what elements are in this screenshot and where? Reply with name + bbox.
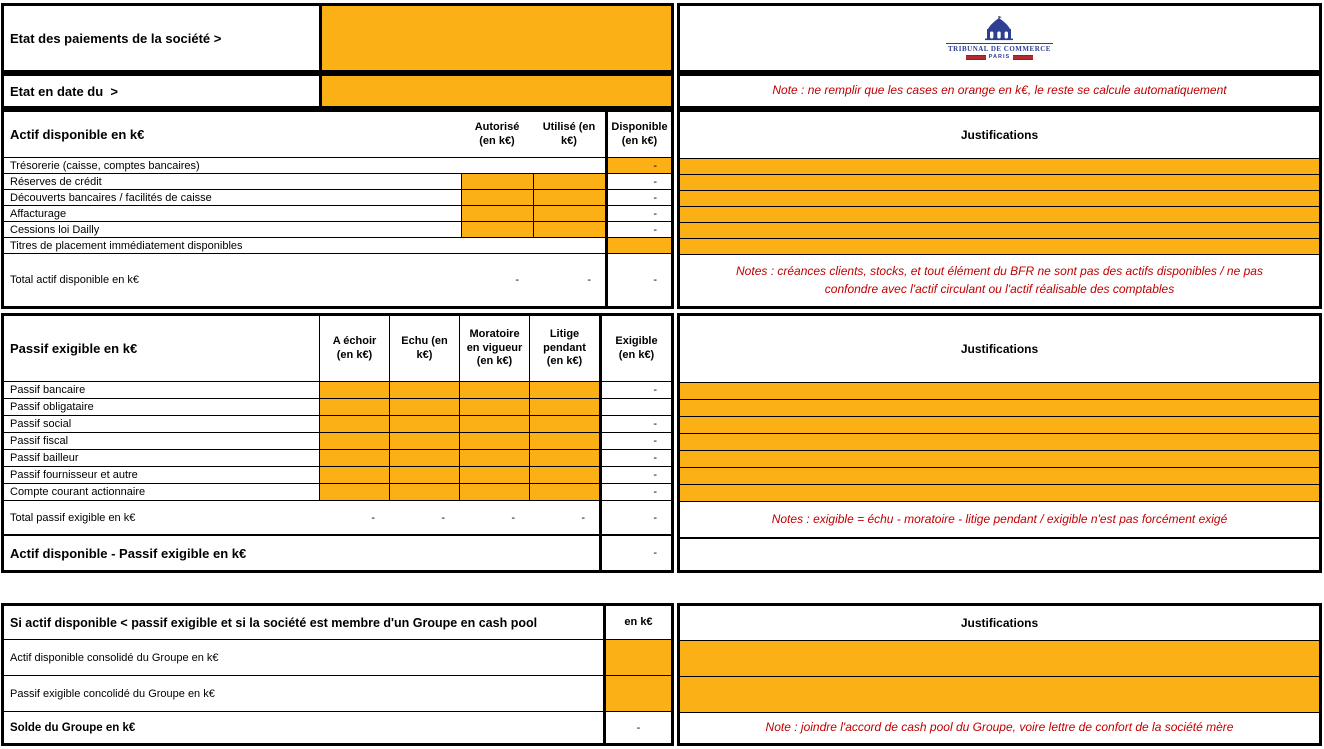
echu-input-cell[interactable] <box>389 399 459 415</box>
logo-panel <box>677 3 1322 73</box>
autorise-input-cell[interactable] <box>461 174 533 189</box>
tribunal-de-commerce-logo <box>946 16 1053 61</box>
company-name-input[interactable] <box>319 6 671 70</box>
row-label: Passif fournisseur et autre <box>10 469 138 481</box>
passif-title: Passif exigible en k€ <box>10 341 138 356</box>
total-label: Total passif exigible en k€ <box>10 511 136 524</box>
total-autorise: - <box>515 274 519 286</box>
total-a-echoir: - <box>371 511 375 524</box>
logo-red-bar-right <box>1013 55 1033 60</box>
exigible-cell: - <box>599 433 671 449</box>
row-label: Passif social <box>10 418 72 430</box>
actif-minus-passif-value: - <box>599 536 671 570</box>
passif-row-bancaire <box>4 382 671 399</box>
actif-minus-passif-label: Actif disponible - Passif exigible en k€ <box>10 545 247 561</box>
group-row-solde <box>4 712 671 743</box>
justification-input-cell[interactable] <box>680 468 1319 485</box>
logo-subtitle-row <box>966 55 1033 61</box>
passif-row-fournisseur <box>4 467 671 484</box>
moratoire-input-cell[interactable] <box>459 382 529 398</box>
group-value-input-cell[interactable] <box>603 676 671 711</box>
justification-input-cell[interactable] <box>680 383 1319 400</box>
col-litige: Litige pendant (en k€) <box>529 316 599 381</box>
a-echoir-input-cell[interactable] <box>319 382 389 398</box>
row-label: Affacturage <box>10 207 67 220</box>
passif-header-row <box>4 316 671 382</box>
logo-title: TRIBUNAL DE COMMERCE <box>948 44 1051 53</box>
passif-row-obligataire <box>4 399 671 416</box>
group-title: Si actif disponible < passif exigible et si la société est membre d'un Groupe en cash pool <box>10 615 538 630</box>
moratoire-input-cell[interactable] <box>459 433 529 449</box>
justification-input-cell[interactable] <box>680 175 1319 191</box>
logo-subtitle: PARIS <box>988 53 1011 60</box>
col-utilise: Utilisé (en k€) <box>542 120 596 147</box>
row-label: Passif exigible concolidé du Groupe en k€ <box>10 687 215 700</box>
actif-row-affacturage <box>4 206 671 222</box>
exigible-cell <box>599 399 671 415</box>
total-moratoire: - <box>511 511 515 524</box>
row-label: Cessions loi Dailly <box>10 223 100 236</box>
actif-row-tresorerie <box>4 158 671 174</box>
row-label: Passif fiscal <box>10 435 69 447</box>
utilise-input-cell[interactable] <box>533 174 605 189</box>
courthouse-dome-icon <box>982 16 1016 41</box>
total-echu: - <box>441 511 445 524</box>
moratoire-input-cell[interactable] <box>459 450 529 466</box>
moratoire-input-cell[interactable] <box>459 399 529 415</box>
passif-notes: Notes : exigible = échu - moratoire - litige pendant / exigible n'est pas forcément exigé <box>680 502 1319 539</box>
echu-input-cell[interactable] <box>389 382 459 398</box>
row-label: Passif bailleur <box>10 452 79 464</box>
a-echoir-input-cell[interactable] <box>319 399 389 415</box>
echu-input-cell[interactable] <box>389 484 459 500</box>
date-input[interactable] <box>319 76 671 106</box>
justifications-header: Justifications <box>680 112 1319 159</box>
row-label: Passif bancaire <box>10 384 86 396</box>
litige-input-cell[interactable] <box>529 467 599 483</box>
echu-input-cell[interactable] <box>389 433 459 449</box>
instruction-note: Note : ne remplir que les cases en orange en k€, le reste se calcule automatiquement <box>772 83 1227 98</box>
row-label: Passif obligataire <box>10 401 94 413</box>
moratoire-input-cell[interactable] <box>459 416 529 432</box>
justification-input-cell[interactable] <box>680 417 1319 434</box>
row-label: Découverts bancaires / facilités de caisse <box>10 191 212 204</box>
a-echoir-input-cell[interactable] <box>319 433 389 449</box>
passif-justifications-panel <box>677 313 1322 573</box>
row-label: Réserves de crédit <box>10 175 102 188</box>
date-section <box>1 73 674 109</box>
litige-input-cell[interactable] <box>529 399 599 415</box>
echu-input-cell[interactable] <box>389 467 459 483</box>
actif-row-titres-placement <box>4 238 671 254</box>
justification-input-cell[interactable] <box>680 641 1319 677</box>
col-en-ke: en k€ <box>603 606 671 639</box>
passif-total-row <box>4 501 671 536</box>
justification-input-cell[interactable] <box>680 159 1319 175</box>
autorise-input-cell[interactable] <box>461 206 533 221</box>
actif-table <box>1 109 674 309</box>
col-disponible: Disponible (en k€) <box>605 112 671 157</box>
total-disponible: - <box>605 254 671 306</box>
passif-row-bailleur <box>4 450 671 467</box>
passif-row-compte-courant <box>4 484 671 501</box>
group-value-input-cell[interactable] <box>603 640 671 675</box>
passif-table <box>1 313 674 573</box>
a-echoir-input-cell[interactable] <box>319 416 389 432</box>
litige-input-cell[interactable] <box>529 450 599 466</box>
group-header-row <box>4 606 671 640</box>
group-solde-value: - <box>603 712 671 743</box>
justification-input-cell[interactable] <box>680 485 1319 502</box>
justification-input-cell[interactable] <box>680 207 1319 223</box>
row-label: Compte courant actionnaire <box>10 486 146 498</box>
group-row-passif-consolide <box>4 676 671 712</box>
justification-input-cell[interactable] <box>680 223 1319 239</box>
actif-total-row <box>4 254 671 306</box>
actif-justifications-panel <box>677 109 1322 309</box>
echu-input-cell[interactable] <box>389 416 459 432</box>
row-label: Titres de placement immédiatement disponibles <box>10 239 243 252</box>
actif-row-reserves-credit <box>4 174 671 190</box>
group-row-actif-consolide <box>4 640 671 676</box>
actif-row-cessions-dailly <box>4 222 671 238</box>
disponible-input-cell[interactable] <box>605 238 671 253</box>
total-exigible: - <box>599 501 671 534</box>
exigible-cell: - <box>599 382 671 398</box>
disponible-cell: - <box>605 222 671 237</box>
actif-title: Actif disponible en k€ <box>10 127 145 142</box>
total-utilise: - <box>587 274 591 286</box>
disponible-cell[interactable]: - <box>605 158 671 173</box>
litige-input-cell[interactable] <box>529 416 599 432</box>
justifications-header: Justifications <box>680 316 1319 383</box>
col-a-echoir: A échoir (en k€) <box>319 316 389 381</box>
autorise-input-cell[interactable] <box>461 190 533 205</box>
echu-input-cell[interactable] <box>389 450 459 466</box>
row-label: Trésorerie (caisse, comptes bancaires) <box>10 159 200 172</box>
passif-row-fiscal <box>4 433 671 450</box>
company-name-section <box>1 3 674 73</box>
justification-input-cell[interactable] <box>680 400 1319 417</box>
total-label: Total actif disponible en k€ <box>10 274 140 286</box>
exigible-cell: - <box>599 467 671 483</box>
row-label: Actif disponible consolidé du Groupe en k€ <box>10 651 219 664</box>
empty-justification-area <box>680 539 1319 570</box>
justification-input-cell[interactable] <box>680 451 1319 468</box>
col-exigible: Exigible (en k€) <box>599 316 671 381</box>
actif-minus-passif-row <box>4 536 671 570</box>
autorise-input-cell[interactable] <box>461 222 533 237</box>
instruction-note-panel <box>677 73 1322 109</box>
justification-input-cell[interactable] <box>680 239 1319 255</box>
company-name-label: Etat des paiements de la société > <box>10 30 222 46</box>
disponible-cell: - <box>605 190 671 205</box>
utilise-input-cell[interactable] <box>533 190 605 205</box>
litige-input-cell[interactable] <box>529 484 599 500</box>
logo-red-bar-left <box>966 55 986 60</box>
litige-input-cell[interactable] <box>529 382 599 398</box>
a-echoir-input-cell[interactable] <box>319 484 389 500</box>
date-label: Etat en date du > <box>10 83 118 99</box>
justification-input-cell[interactable] <box>680 191 1319 207</box>
justifications-header: Justifications <box>680 606 1319 641</box>
moratoire-input-cell[interactable] <box>459 484 529 500</box>
moratoire-input-cell[interactable] <box>459 467 529 483</box>
exigible-cell: - <box>599 484 671 500</box>
justification-input-cell[interactable] <box>680 677 1319 713</box>
group-note: Note : joindre l'accord de cash pool du Groupe, voire lettre de confort de la société mère <box>765 720 1234 735</box>
col-moratoire: Moratoire en vigueur (en k€) <box>459 316 529 381</box>
litige-input-cell[interactable] <box>529 433 599 449</box>
row-label: Solde du Groupe en k€ <box>10 721 136 734</box>
passif-row-social <box>4 416 671 433</box>
actif-header-row <box>4 112 671 158</box>
total-litige: - <box>581 511 585 524</box>
a-echoir-input-cell[interactable] <box>319 450 389 466</box>
a-echoir-input-cell[interactable] <box>319 467 389 483</box>
exigible-cell: - <box>599 416 671 432</box>
actif-notes: Notes : créances clients, stocks, et tout élément du BFR ne sont pas des actifs disponibles / ne pas confondre avec l'actif circulant ou l'actif réalisable des comptables <box>736 264 1263 296</box>
utilise-input-cell[interactable] <box>533 222 605 237</box>
disponible-cell: - <box>605 174 671 189</box>
group-justifications-panel <box>677 603 1322 746</box>
group-cashpool-table <box>1 603 674 746</box>
disponible-cell: - <box>605 206 671 221</box>
col-autorise: Autorisé (en k€) <box>474 120 520 147</box>
justification-input-cell[interactable] <box>680 434 1319 451</box>
actif-row-decouverts <box>4 190 671 206</box>
col-echu: Echu (en k€) <box>389 316 459 381</box>
exigible-cell: - <box>599 450 671 466</box>
utilise-input-cell[interactable] <box>533 206 605 221</box>
